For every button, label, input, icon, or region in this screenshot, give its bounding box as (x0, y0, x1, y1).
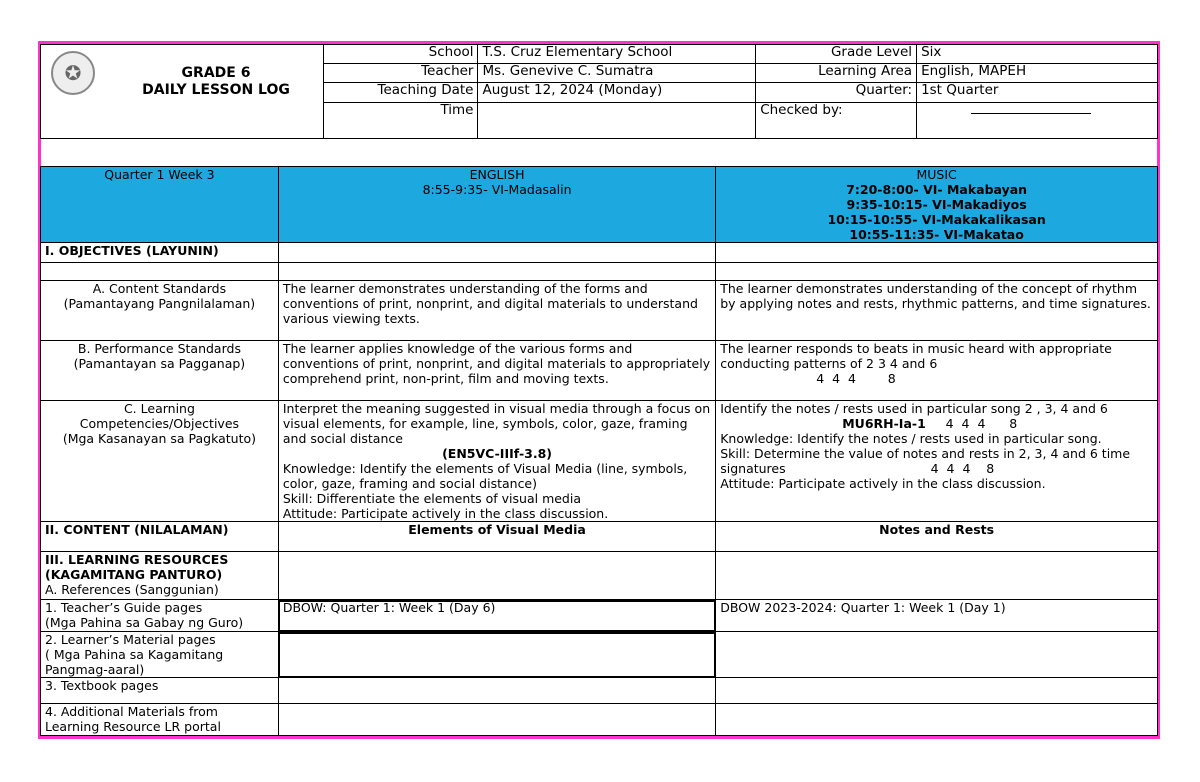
learning-area-value: English, MAPEH (917, 64, 1158, 83)
content-row (41, 522, 1158, 552)
performance-standards-row (41, 341, 1158, 401)
document-title: GRADE 6 DAILY LESSON LOG (142, 65, 290, 98)
music-header: MUSIC 7:20-8:00- VI- Makabayan 9:35-10:15- VI-Makadiyos 10:15-10:55- VI-Makakalikasan 10:55-11:35- VI-Makatao (716, 167, 1158, 243)
content-heading: II. CONTENT (NILALAMAN) (41, 522, 279, 552)
content-music: Notes and Rests (716, 522, 1158, 552)
resources-row (41, 552, 1158, 600)
music-competency-code: MU6RH-Ia-1 (842, 416, 926, 431)
content-standards-label: A. Content Standards (Pamantayang Pangnilalaman) (41, 281, 279, 341)
column-header-row (41, 167, 1158, 243)
textbook-row (41, 678, 1158, 704)
teacher-label: Teacher (323, 64, 478, 83)
objectives-heading: I. OBJECTIVES (LAYUNIN) (41, 243, 279, 263)
checked-by-label: Checked by: (756, 103, 917, 139)
english-header: ENGLISH 8:55-9:35- VI-Madasalin (278, 167, 715, 243)
teachers-guide-row (41, 600, 1158, 632)
week-cell: Quarter 1 Week 3 (41, 167, 279, 243)
grade-level-value: Six (917, 45, 1158, 64)
teacher-value: Ms. Genevive C. Sumatra (478, 64, 756, 83)
teachers-guide-music: DBOW 2023-2024: Quarter 1: Week 1 (Day 1) (716, 600, 1158, 632)
performance-standards-english: The learner applies knowledge of the various forms and conventions of print, nonprint, and digital materials to appropriately comprehend print, non-print, film and moving texts. (278, 341, 715, 401)
header-table (40, 44, 1158, 139)
learners-material-label: 2. Learner’s Material pages ( Mga Pahina sa Kagamitang Pangmag-aaral) (41, 632, 279, 678)
competencies-label: C. Learning Competencies/Objectives (Mga Kasanayan sa Pagkatuto) (41, 401, 279, 522)
learners-material-row (41, 632, 1158, 678)
content-standards-music: The learner demonstrates understanding of the concept of rhythm by applying notes and rests, rhythmic patterns, and time signatures. (716, 281, 1158, 341)
checked-by-signature (917, 103, 1158, 139)
quarter-label: Quarter: (756, 83, 917, 103)
textbook-label: 3. Textbook pages (41, 678, 279, 704)
time-value (478, 103, 756, 139)
deped-seal-icon: ✪ (51, 51, 95, 95)
competencies-row (41, 401, 1158, 522)
school-label: School (323, 45, 478, 64)
resources-heading: III. LEARNING RESOURCES (KAGAMITANG PANTURO) A. References (Sanggunian) (41, 552, 279, 600)
competencies-music: Identify the notes / rests used in particular song 2 , 3, 4 and 6 MU6RH-Ia-1 4 4 4 8 Knowledge: Identify the notes / rests used in particular song. Skill: Determine the value of notes and rests in 2, 3, 4 and 6 time signatures 4 4 4 8 Attitude: Participate actively in the class discussion. (716, 401, 1158, 522)
performance-standards-music: The learner responds to beats in music heard with appropriate conducting patterns of 2 3 4 and 6 4 4 4 8 (716, 341, 1158, 401)
grade-level-label: Grade Level (756, 45, 917, 64)
quarter-value: 1st Quarter (917, 83, 1158, 103)
header-logo-cell (41, 45, 324, 139)
competencies-english: Interpret the meaning suggested in visual media through a focus on visual elements, for example, line, symbols, color, gaze, framing and social distance (EN5VC-IIIf-3.8) Knowledge: Identify the elements of Visual Media (line, symbols, color, gaze, framing and social distance) Skill: Differentiate the elements of visual media Attitude: Participate actively in the class discussion. (278, 401, 715, 522)
content-standards-row (41, 281, 1158, 341)
english-competency-code: (EN5VC-IIIf-3.8) (442, 446, 553, 461)
additional-materials-label: 4. Additional Materials from Learning Resource LR portal (41, 704, 279, 736)
teachers-guide-english: DBOW: Quarter 1: Week 1 (Day 6) (278, 600, 715, 632)
teachers-guide-label: 1. Teacher’s Guide pages (Mga Pahina sa Gabay ng Guro) (41, 600, 279, 632)
content-standards-english: The learner demonstrates understanding of the forms and conventions of print, nonprint, and digital materials to understand various viewing texts. (278, 281, 715, 341)
time-label: Time (323, 103, 478, 139)
additional-materials-row (41, 704, 1158, 736)
teaching-date-value: August 12, 2024 (Monday) (478, 83, 756, 103)
school-value: T.S. Cruz Elementary School (478, 45, 756, 64)
content-english: Elements of Visual Media (278, 522, 715, 552)
learning-area-label: Learning Area (756, 64, 917, 83)
signature-line (971, 103, 1091, 114)
teaching-date-label: Teaching Date (323, 83, 478, 103)
performance-standards-label: B. Performance Standards (Pamantayan sa Pagganap) (41, 341, 279, 401)
lesson-log-table (40, 166, 1158, 736)
